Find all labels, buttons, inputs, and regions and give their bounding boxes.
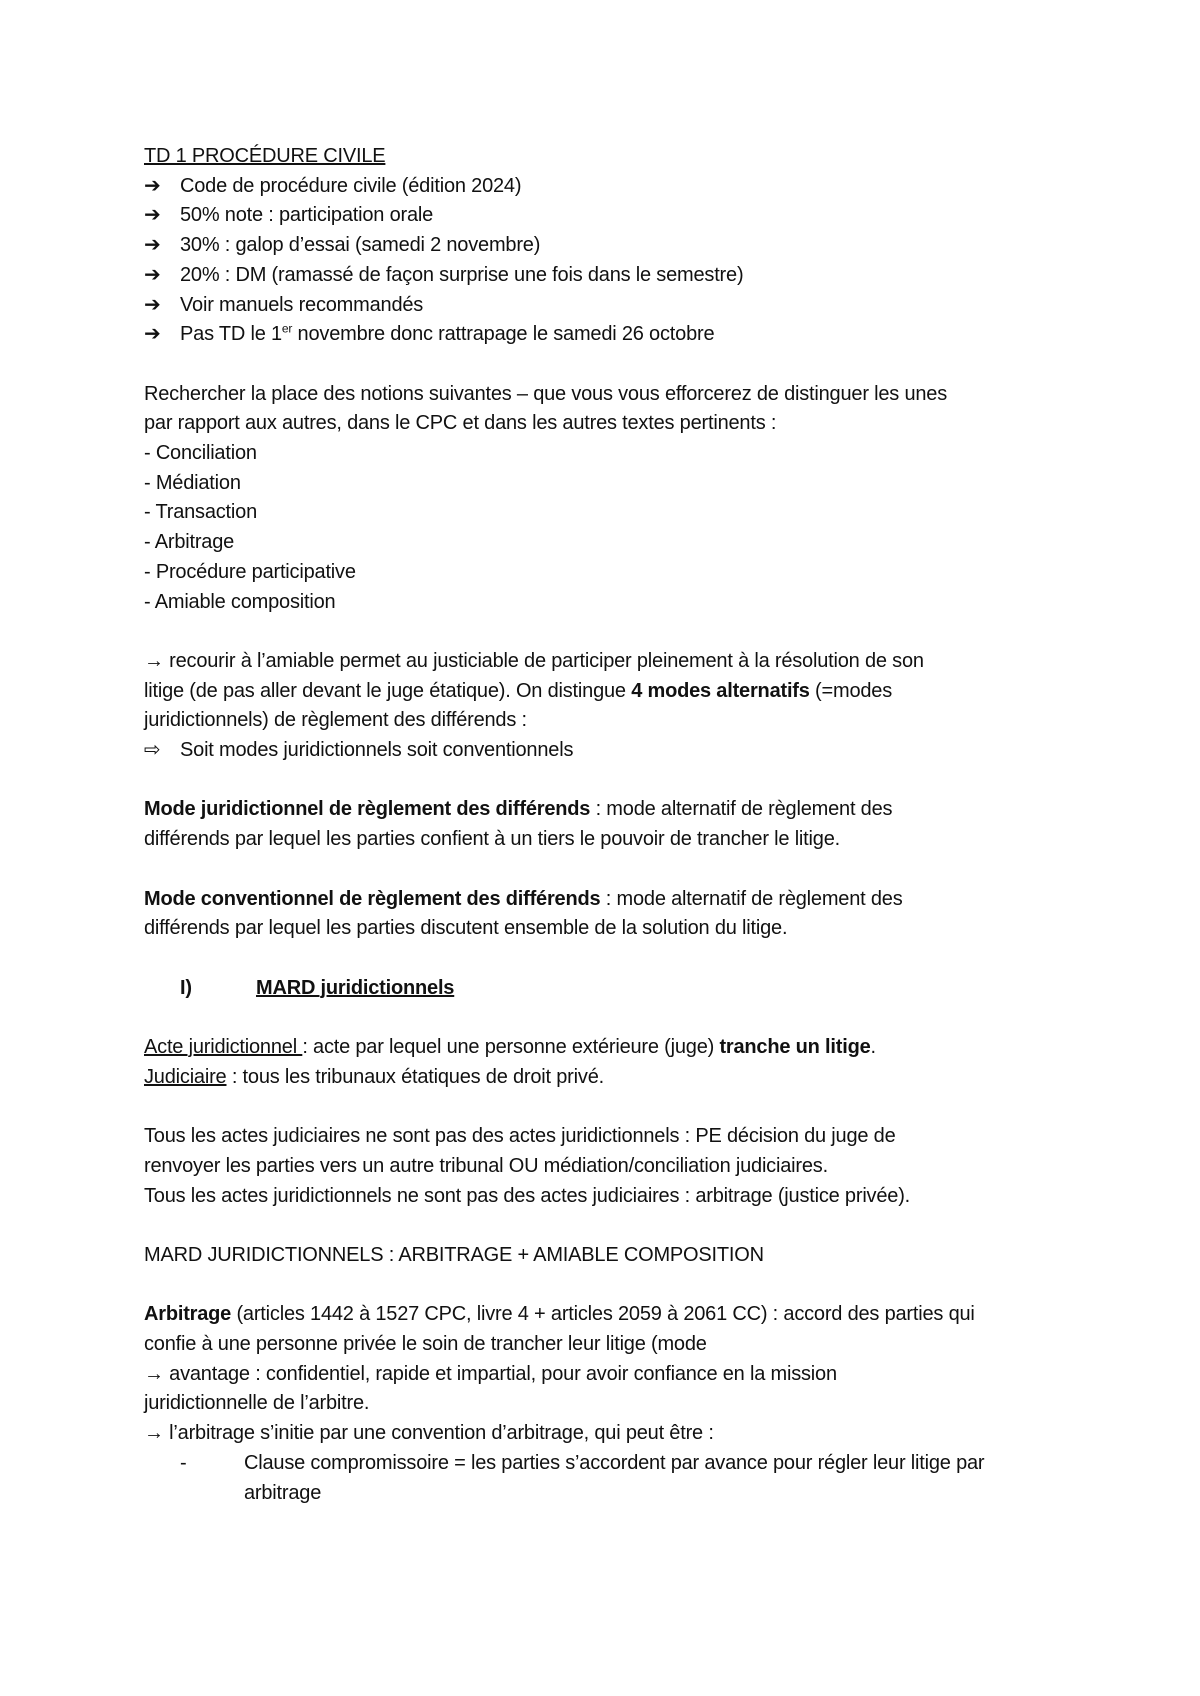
paragraph-text: renvoyer les parties vers un autre tribunal OU médiation/conciliation judiciaires. [144, 1154, 828, 1177]
list-item: - Amiable composition [144, 590, 336, 613]
definition-conventionnel: Mode conventionnel de règlement des différends : mode alternatif de règlement des [144, 887, 903, 910]
sub-bullet-item: ⇨ Soit modes juridictionnels soit conventionnels [144, 736, 1064, 766]
definition-text: différends par lequel les parties confient à un tiers le pouvoir de trancher le litige. [144, 828, 840, 851]
right-arrow-icon: ➔ [144, 234, 161, 257]
right-arrow-icon: ➔ [144, 204, 161, 227]
list-item: - Procédure participative [144, 560, 356, 583]
bullet-item: ➔ Pas TD le 1er novembre donc rattrapage le samedi 26 octobre [144, 320, 1064, 350]
list-item: - Arbitrage [144, 531, 235, 554]
bullet-item: ➔ 30% : galop d’essai (samedi 2 novembre) [144, 231, 1064, 261]
definition-text: différends par lequel les parties discutent ensemble de la solution du litige. [144, 917, 788, 940]
definition-juridictionnel: Mode juridictionnel de règlement des différends : mode alternatif de règlement des [144, 798, 893, 821]
bullet-item: ➔ 50% note : participation orale [144, 201, 1064, 231]
bullet-item: ➔ Voir manuels recommandés [144, 291, 1064, 321]
outline-arrow-icon: ⇨ [144, 739, 161, 762]
acte-definition: Acte juridictionnel : acte par lequel une personne extérieure (juge) tranche un litige. [144, 1036, 876, 1058]
paragraph-text: confie à une personne privée le soin de trancher leur litige (mode [144, 1332, 707, 1355]
judiciaire-definition: Judiciaire : tous les tribunaux étatiques de droit privé. [144, 1065, 604, 1088]
list-item: - Médiation [144, 471, 241, 494]
research-text: par rapport aux autres, dans le CPC et dans les autres textes pertinents : [144, 412, 777, 435]
document-title: TD 1 PROCÉDURE CIVILE [144, 145, 386, 167]
right-arrow-icon: ➔ [144, 323, 161, 346]
dash-list-item-continuation: arbitrage [244, 1481, 322, 1504]
paragraph-text: Tous les actes juridictionnels ne sont pas des actes judiciaires : arbitrage (justice privée). [144, 1184, 911, 1207]
right-arrow-icon: ➔ [144, 293, 161, 316]
research-text: Rechercher la place des notions suivantes – que vous vous efforcerez de distinguer les unes [144, 382, 948, 405]
section-heading: I) MARD juridictionnels [180, 976, 455, 999]
right-arrow-icon: ➔ [144, 263, 161, 286]
paragraph-text: → l’arbitrage s’initie par une convention d’arbitrage, qui peut être : [144, 1422, 714, 1445]
paragraph-text: juridictionnelle de l’arbitre. [144, 1392, 370, 1415]
paragraph-text: → avantage : confidentiel, rapide et impartial, pour avoir confiance en la mission [144, 1362, 837, 1385]
amiable-text: juridictionnels) de règlement des différends : [144, 709, 527, 732]
paragraph-text: Tous les actes judiciaires ne sont pas des actes juridictionnels : PE décision du juge de [144, 1125, 896, 1148]
bullet-item: ➔ Code de procédure civile (édition 2024) [144, 172, 1064, 202]
document-page [144, 142, 1064, 1508]
list-item: - Transaction [144, 501, 258, 524]
list-item: - Conciliation [144, 442, 257, 465]
amiable-text: litige (de pas aller devant le juge étatique). On distingue 4 modes alternatifs (=modes [144, 679, 893, 702]
amiable-text: → recourir à l’amiable permet au justiciable de participer pleinement à la résolution de son [144, 649, 924, 672]
dash-list-item: - Clause compromissoire = les parties s’accordent par avance pour régler leur litige par [180, 1451, 985, 1474]
mard-summary: MARD JURIDICTIONNELS : ARBITRAGE + AMIABLE COMPOSITION [144, 1243, 764, 1266]
bullet-item: ➔ 20% : DM (ramassé de façon surprise une fois dans le semestre) [144, 261, 1064, 291]
arbitrage-definition: Arbitrage (articles 1442 à 1527 CPC, livre 4 + articles 2059 à 2061 CC) : accord des parties qui [144, 1303, 975, 1326]
right-arrow-icon: ➔ [144, 174, 161, 197]
